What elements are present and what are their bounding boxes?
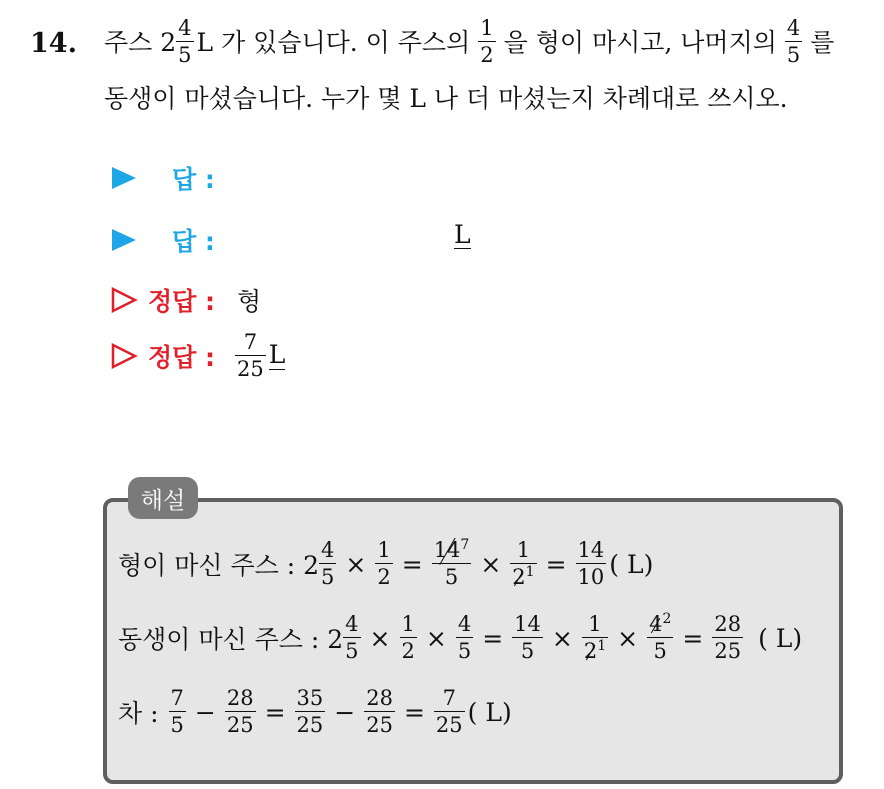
fraction [456,614,473,662]
correct-answer-row-1 [110,282,261,318]
blue-triangle-icon [110,227,138,253]
explanation-tag: 해설 [128,477,198,519]
fraction-denominator: 5 [444,565,459,589]
fraction-numerator: 14 [577,538,605,562]
answer-row-2 [110,222,490,258]
fraction-numerator: 4 [321,538,335,562]
question-line-1 [104,16,834,68]
fraction-denominator: 25 [714,639,742,663]
equals-sign: = [403,697,425,727]
fraction [169,688,186,736]
fraction-denominator: 5 [321,565,335,589]
minus-sign: − [334,697,356,727]
fraction-denominator: 5 [345,639,359,663]
fraction [432,537,472,589]
fraction-denominator [510,564,536,588]
fraction [364,688,395,736]
red-outline-triangle-icon [110,286,138,314]
times-sign: × [551,623,573,653]
fraction [225,688,256,736]
correct-fraction [235,332,266,380]
fraction-denominator: 25 [226,713,254,737]
fraction-numerator: 1 [401,612,415,636]
red-outline-triangle-icon [110,342,138,370]
fraction-denominator: 25 [296,713,324,737]
fraction [582,614,608,662]
fraction [295,688,326,736]
fraction-numerator: 4 [457,612,472,636]
times-sign: × [617,623,639,653]
correct-answer-text: 형 [237,287,262,316]
fraction-numerator: 1 [377,538,391,562]
fraction-denominator: 5 [520,639,535,663]
blue-triangle-icon [110,165,138,191]
fraction-numerator: 35 [296,686,324,710]
answer-label: 답 : [172,227,215,256]
fraction-numerator: 4 [345,612,359,636]
line-label: 차 : [118,699,159,728]
cancelled-number: 14 [433,538,461,562]
question-line-2: 동생이 마셨습니다. 누가 몇 L 나 더 마셨는지 차례대로 쓰시오. [104,84,788,113]
fraction-denominator: 25 [237,357,264,381]
fraction-denominator: 5 [786,43,801,67]
equals-sign: = [682,623,704,653]
fraction-numerator [432,537,472,564]
reduced-number: 1 [597,638,607,654]
fraction-numerator: 14 [514,612,541,636]
times-sign: × [345,549,367,579]
question-text-part2: L 가 있습니다. 이 주스의 [196,27,471,57]
fraction-numerator: 4 [786,16,801,40]
fraction-denominator: 5 [457,639,472,663]
correct-label: 정답 : [148,287,216,316]
cancelled-number: 4 [649,612,663,636]
times-sign: × [425,623,447,653]
fraction-numerator: 28 [366,686,393,710]
fraction-denominator: 2 [377,565,391,589]
fraction-numerator: 1 [480,16,494,40]
fraction-denominator [582,638,608,662]
equals-sign: = [264,697,286,727]
fraction [375,540,392,588]
explanation-line-3 [118,688,512,736]
question-text-part4: 를 [810,27,835,57]
fraction-denominator: 10 [577,565,605,589]
unit: ( L) [609,549,654,579]
answer-label: 답 : [172,165,215,194]
fraction-denominator: 25 [366,713,393,737]
equals-sign: = [401,549,423,579]
fraction [510,540,536,588]
fraction-numerator: 28 [226,686,254,710]
explanation-line-1 [118,537,654,589]
fraction [343,614,360,662]
fraction-numerator: 7 [170,686,184,710]
line-label: 동생이 마신 주스 : 2 [118,625,344,654]
answer-unit: L [454,220,471,249]
fraction-numerator: 7 [434,688,465,712]
fraction [400,614,417,662]
explanation-line-2 [118,611,803,663]
equals-sign: = [482,623,504,653]
minus-sign: − [194,697,216,727]
unit: ( L) [467,697,512,727]
fraction-denominator: 2 [401,639,415,663]
times-sign: × [480,549,502,579]
fraction [512,614,543,662]
remaining-fraction [785,18,802,66]
fraction-numerator: 28 [714,612,742,636]
correct-unit: L [268,340,286,370]
question-text-part3: 을 형이 마시고, 나머지의 [503,27,777,57]
fraction [647,611,673,663]
equals-sign: = [545,549,567,579]
reduced-number: 7 [460,537,470,553]
fraction [712,614,743,662]
question-text-part1: 주스 2 [104,27,177,57]
fraction-denominator: 2 [480,43,494,67]
half-fraction [478,18,495,66]
answer-row-1 [110,160,215,196]
cancelled-number: 2 [512,565,526,589]
line-label: 형이 마신 주스 : 2 [118,551,320,580]
fraction [576,540,607,588]
correct-label: 정답 : [148,343,216,372]
fraction-numerator: 4 [178,16,192,40]
unit: ( L) [758,623,803,653]
cancelled-number: 2 [583,639,598,663]
fraction-numerator [647,611,673,638]
fraction-denominator: 5 [178,43,192,67]
reduced-number: 2 [662,611,672,627]
fraction-denominator: 5 [170,713,184,737]
correct-answer-row-2 [110,332,285,380]
fraction-numerator: 7 [235,332,266,356]
fraction-denominator: 25 [435,713,463,737]
mixed-fraction [176,18,193,66]
times-sign: × [369,623,391,653]
fraction-denominator: 5 [653,639,667,663]
reduced-number: 1 [525,564,535,580]
question-number: 14. [30,28,77,59]
fraction [434,688,465,736]
fraction-numerator: 1 [510,540,536,564]
fraction [319,540,336,588]
fraction-numerator: 1 [582,614,608,638]
